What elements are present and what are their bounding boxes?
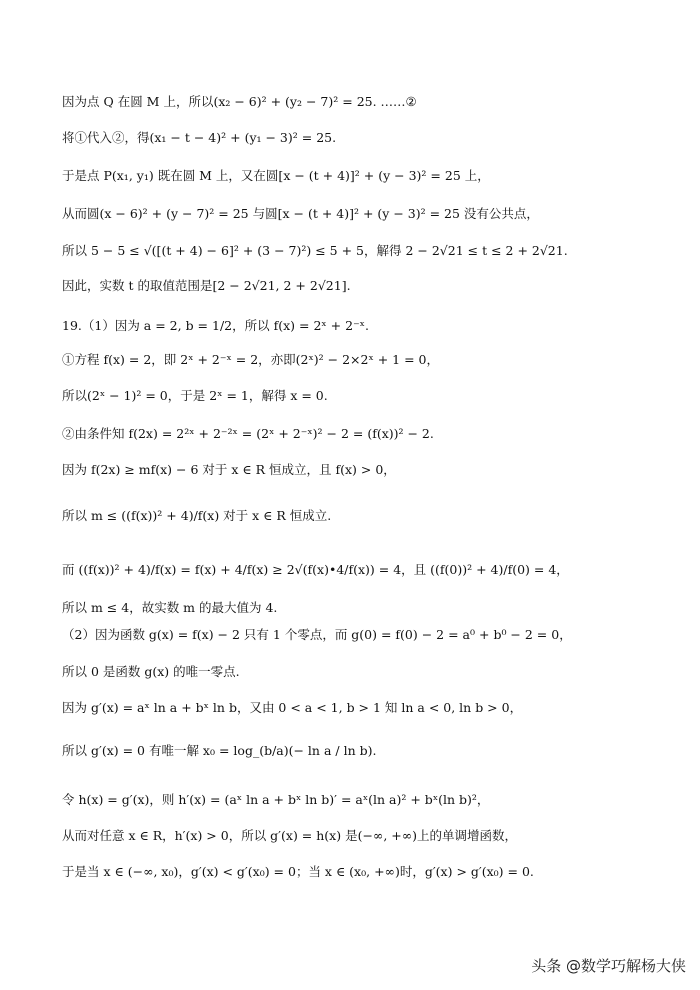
text-line: 所以 0 是函数 g(x) 的唯一零点. bbox=[62, 664, 240, 679]
text-line: 从而对任意 x ∈ R，h′(x) > 0，所以 g′(x) = h(x) 是(−∞, +∞)上的单调增函数， bbox=[62, 828, 518, 843]
text-line: 所以 m ≤ 4，故实数 m 的最大值为 4. bbox=[62, 600, 278, 615]
text-line: 所以 5 − 5 ≤ √([(t + 4) − 6]² + (3 − 7)²) ≤ 5 + 5，解得 2 − 2√21 ≤ t ≤ 2 + 2√21. bbox=[62, 243, 568, 258]
text-line: 从而圆(x − 6)² + (y − 7)² = 25 与圆[x − (t + 4)]² + (y − 3)² = 25 没有公共点， bbox=[62, 206, 539, 221]
text-line: 将①代入②，得(x₁ − t − 4)² + (y₁ − 3)² = 25. bbox=[62, 130, 337, 145]
text-line: 于是当 x ∈ (−∞, x₀)，g′(x) < g′(x₀) = 0；当 x ∈ (x₀, +∞)时，g′(x) > g′(x₀) = 0. bbox=[62, 864, 534, 879]
text-line: 所以 m ≤ ((f(x))² + 4)/f(x) 对于 x ∈ R 恒成立. bbox=[62, 508, 332, 523]
text-line: 所以 g′(x) = 0 有唯一解 x₀ = log_(b/a)(− ln a / ln b). bbox=[62, 743, 377, 758]
text-line: 令 h(x) = g′(x)，则 h′(x) = (aˣ ln a + bˣ ln b)′ = aˣ(ln a)² + bˣ(ln b)²， bbox=[62, 792, 490, 807]
text-line: 而 ((f(x))² + 4)/f(x) = f(x) + 4/f(x) ≥ 2√(f(x)•4/f(x)) = 4，且 ((f(0))² + 4)/f(0) = 4， bbox=[62, 562, 569, 577]
text-line: 于是点 P(x₁, y₁) 既在圆 M 上，又在圆[x − (t + 4)]² + (y − 3)² = 25 上， bbox=[62, 168, 490, 183]
text-line: 因为 f(2x) ≥ mf(x) − 6 对于 x ∈ R 恒成立，且 f(x) > 0， bbox=[62, 462, 396, 477]
text-line: 因此，实数 t 的取值范围是[2 − 2√21, 2 + 2√21]. bbox=[62, 278, 351, 293]
text-line: 因为 g′(x) = aˣ ln a + bˣ ln b，又由 0 < a < 1, b > 1 知 ln a < 0, ln b > 0， bbox=[62, 700, 523, 715]
text-line: ①方程 f(x) = 2，即 2ˣ + 2⁻ˣ = 2，亦即(2ˣ)² − 2×2ˣ + 1 = 0， bbox=[62, 352, 440, 367]
text-line: 所以(2ˣ − 1)² = 0，于是 2ˣ = 1，解得 x = 0. bbox=[62, 388, 328, 403]
text-line: 因为点 Q 在圆 M 上，所以(x₂ − 6)² + (y₂ − 7)² = 25. ……② bbox=[62, 94, 417, 109]
text-line: 19.（1）因为 a = 2, b = 1/2，所以 f(x) = 2ˣ + 2⁻ˣ. bbox=[62, 318, 369, 333]
text-line: （2）因为函数 g(x) = f(x) − 2 只有 1 个零点，而 g(0) = f(0) − 2 = a⁰ + b⁰ − 2 = 0， bbox=[62, 627, 572, 642]
text-line: ②由条件知 f(2x) = 2²ˣ + 2⁻²ˣ = (2ˣ + 2⁻ˣ)² − 2 = (f(x))² − 2. bbox=[62, 426, 434, 441]
watermark: 头条 @数学巧解杨大侠 bbox=[531, 957, 686, 975]
